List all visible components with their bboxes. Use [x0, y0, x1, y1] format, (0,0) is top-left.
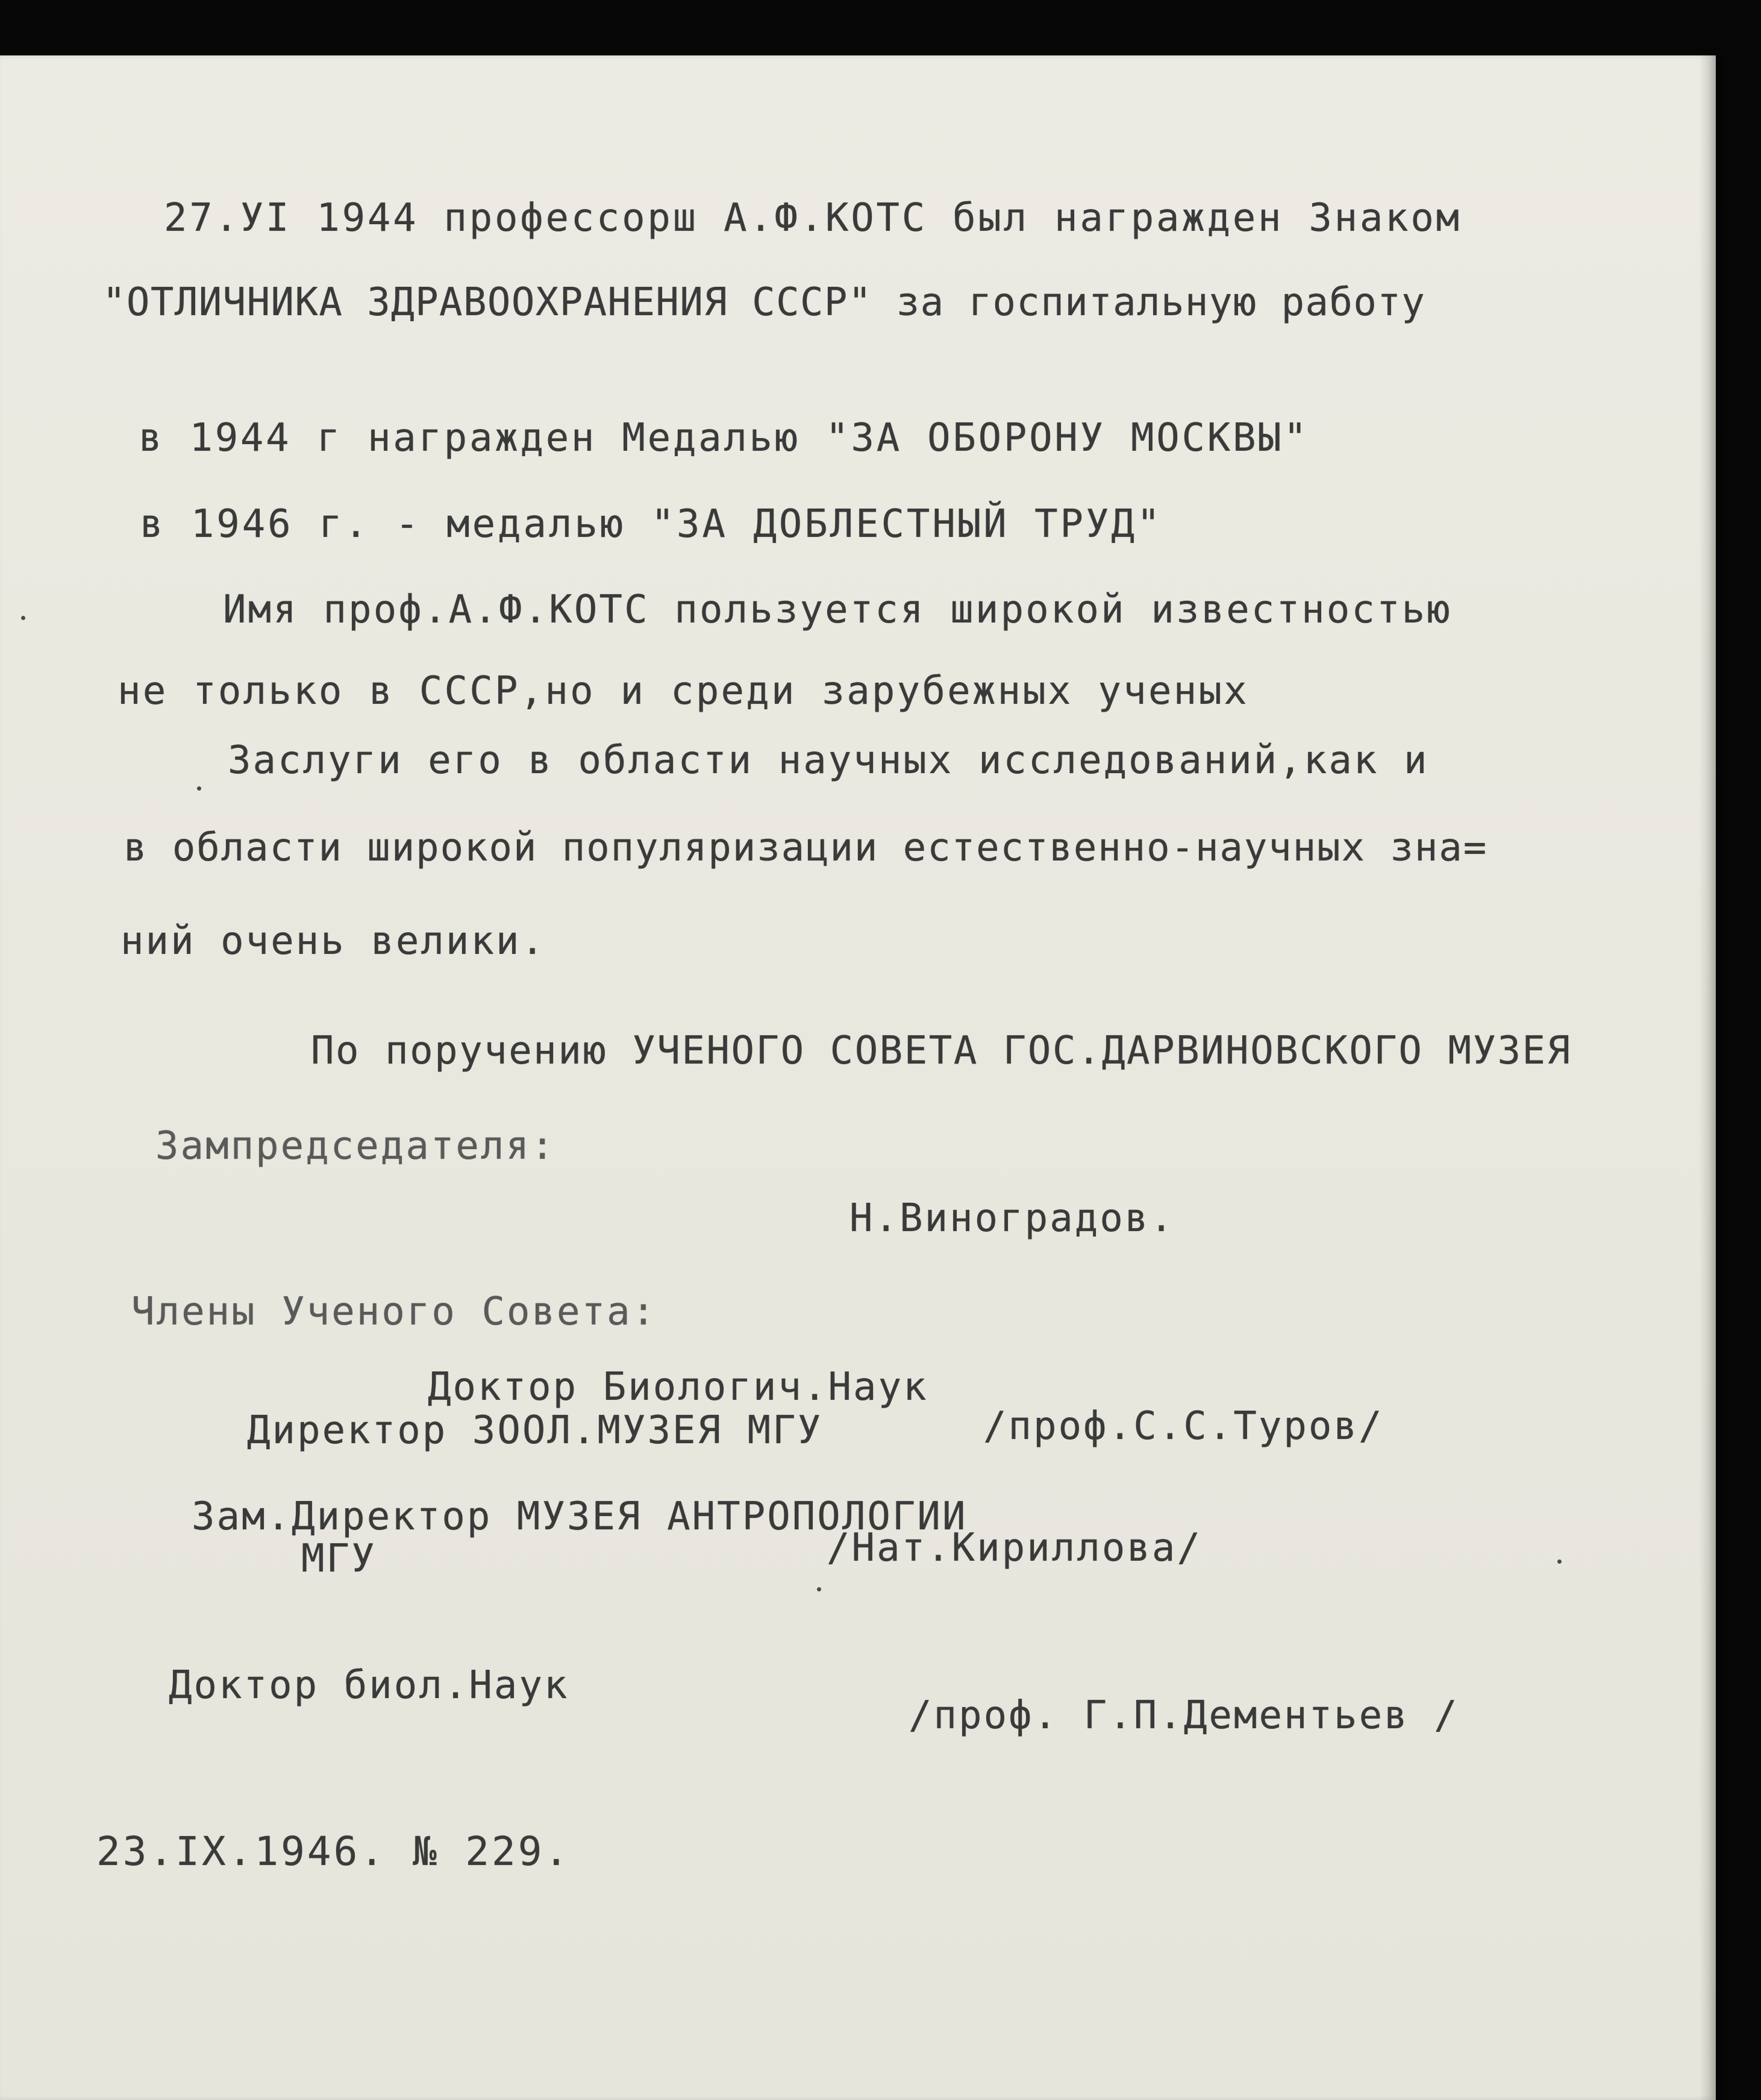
ink-speck	[817, 1587, 821, 1591]
member-1-degree: Доктор Биологич.Наук	[428, 1365, 928, 1409]
member-2-signature: /Нат.Кириллова/	[827, 1526, 1202, 1570]
council-members-title: Члены Ученого Совета:	[131, 1290, 657, 1334]
award-line-2: "ОТЛИЧНИКА ЗДРАВООХРАНЕНИЯ СССР" за госпитальную работу	[102, 280, 1426, 325]
member-3-degree: Доктор биол.Наук	[169, 1663, 569, 1708]
member-2-institution: МГУ	[301, 1537, 377, 1581]
fame-line-1: Имя проф.А.Ф.КОТС пользуется широкой известностью	[223, 588, 1452, 632]
paper-sheet	[0, 55, 1716, 2100]
document-date-number: 23.IX.1946. № 229.	[96, 1828, 571, 1875]
merits-line-2: в области широкой популяризации естественно-научных зна=	[124, 826, 1488, 870]
merits-line-3: ний очень велики.	[120, 919, 546, 964]
member-1-position: Директор ЗООЛ.МУЗЕЯ МГУ	[247, 1408, 823, 1453]
commission-line: По поручению УЧЕНОГО СОВЕТА ГОС.ДАРВИНОВСКОГО МУЗЕЯ	[311, 1029, 1572, 1073]
medal-moscow-line: в 1944 г награжден Медалью "ЗА ОБОРОНУ МОСКВЫ"	[139, 416, 1309, 460]
deputy-chair-signature: Н.Виноградов.	[849, 1196, 1175, 1241]
ink-speck	[1557, 1559, 1562, 1564]
fame-line-2: не только в СССР,но и среди зарубежных ученых	[117, 669, 1249, 713]
merits-line-1: Заслуги его в области научных исследований,как и	[228, 738, 1429, 783]
member-3-signature: /проф. Г.П.Дементьев /	[909, 1693, 1459, 1738]
ink-speck	[21, 616, 25, 620]
medal-labour-line: в 1946 г. - медалью "ЗА ДОБЛЕСТНЫЙ ТРУД"	[140, 502, 1163, 547]
award-line-1: 27.УI 1944 профессорш А.Ф.КОТС был награжден Знаком	[164, 196, 1462, 240]
deputy-chair-title: Зампредседателя:	[155, 1124, 556, 1168]
member-1-signature: /проф.С.С.Туров/	[983, 1404, 1384, 1449]
member-2-position: Зам.Директор МУЗЕЯ АНТРОПОЛОГИИ	[192, 1494, 968, 1539]
ink-speck	[197, 786, 201, 791]
